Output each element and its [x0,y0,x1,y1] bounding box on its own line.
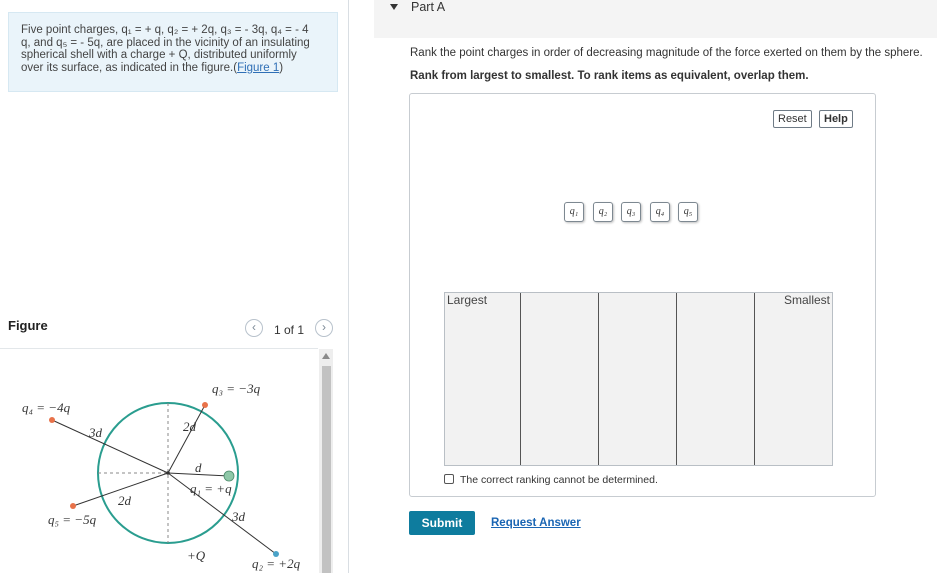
problem-panel [0,0,349,573]
label-q4: q₄ = −4q [22,400,71,415]
panel-divider [348,0,349,573]
rank-slot[interactable] [445,293,521,465]
label-q3: q₃ = −3q [212,381,261,396]
label-q5: q₅ = −5q [48,512,97,527]
label-q1: q₁ = +q [190,481,232,496]
line-to-q4 [52,420,168,473]
chip-q1[interactable]: q₁ [564,202,584,222]
charge-q5 [70,503,76,509]
submit-button[interactable]: Submit [409,511,475,535]
part-a-panel [374,0,937,573]
caret-down-icon[interactable] [390,4,398,10]
charge-q4 [49,417,55,423]
label-3d-lower: 3d [232,509,245,524]
cannot-determine-label: The correct ranking cannot be determined. [460,474,658,486]
cannot-determine-option[interactable] [444,474,658,486]
chip-q5[interactable]: q₅ [678,202,698,222]
label-q2: q₂ = +2q [252,556,301,571]
rank-slot[interactable] [755,293,832,465]
help-button[interactable]: Help [819,110,853,128]
sphere-center [166,471,170,475]
part-a-header[interactable] [374,0,937,38]
problem-line: Five point charges, q₁ = + q, q₂ = + 2q, q₃ = - 3q, q₄ = - 4 [21,24,309,36]
largest-label: Largest [447,293,488,307]
label-2d-upper: 2d [183,419,196,434]
chip-q4[interactable]: q₄ [650,202,670,222]
figure-title: Figure [8,318,48,333]
label-2d-lower: 2d [118,493,131,508]
part-a-title: Part A [411,0,446,14]
figure-link[interactable]: Figure 1 [237,61,280,74]
problem-line: q, and q₅ = - 5q, are placed in the vicinity of an insulating [21,36,310,49]
instruction-bold: Rank from largest to smallest. To rank items as equivalent, overlap them. [410,70,809,82]
label-Q: +Q [187,548,206,563]
request-answer-link[interactable]: Request Answer [491,517,581,529]
figure-page-indicator: 1 of 1 [274,323,305,337]
rank-slot[interactable] [677,293,755,465]
chevron-left-icon: ‹ [252,320,256,334]
figure-next-button[interactable] [315,319,333,337]
smallest-label: Smallest [783,293,830,307]
instruction-text: Rank the point charges in order of decreasing magnitude of the force exerted on them by the sphere. [410,47,923,59]
chip-q2[interactable]: q₂ [593,202,613,222]
problem-line: spherical shell with a charge + Q, distributed uniformly [21,49,297,61]
ranking-area [444,292,833,466]
problem-statement [8,12,338,92]
figure-scrollbar-thumb[interactable] [322,366,331,573]
charge-q1 [224,471,234,481]
reset-button[interactable]: Reset [773,110,812,128]
chip-q3[interactable]: q₃ [621,202,641,222]
ranking-widget [409,93,876,497]
label-3d-upper: 3d [89,425,102,440]
problem-line: over its surface, as indicated in the figure.(Figure 1) [21,61,284,74]
charge-diagram [0,349,318,573]
scroll-up-arrow-icon[interactable] [322,353,330,359]
cannot-determine-checkbox[interactable] [444,474,454,484]
figure-prev-button[interactable] [245,319,263,337]
chevron-right-icon: › [322,320,326,334]
charge-q3 [202,402,208,408]
rank-slot[interactable] [599,293,677,465]
label-d: d [195,460,202,475]
rank-slot[interactable] [521,293,599,465]
